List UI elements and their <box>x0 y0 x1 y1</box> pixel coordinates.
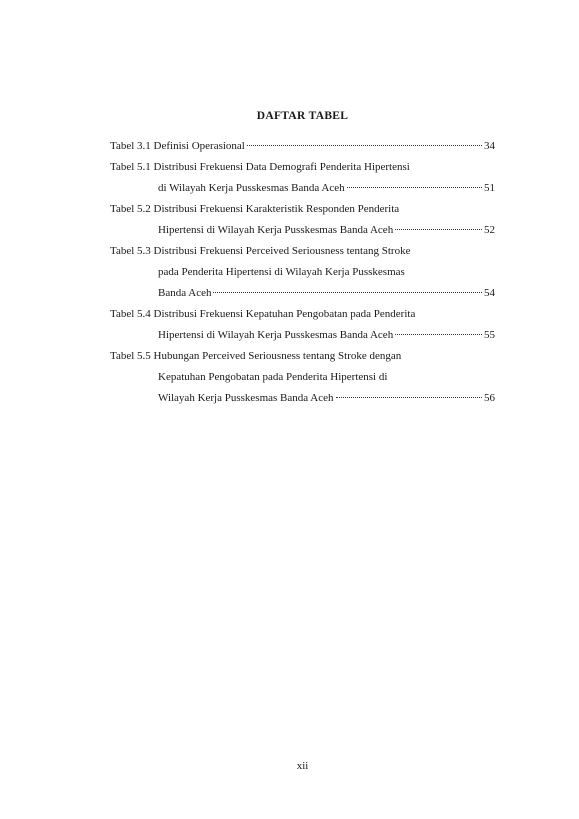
dot-leader <box>395 334 482 335</box>
dot-leader <box>395 229 482 230</box>
toc-page-number: 51 <box>484 182 495 194</box>
toc-entry[interactable] <box>110 304 495 346</box>
toc-entry-text: Kepatuhan Pengobatan pada Penderita Hipertensi di <box>158 371 388 383</box>
toc-entry[interactable] <box>110 157 495 199</box>
footer-page-number: xii <box>296 760 309 772</box>
toc-page-number: 34 <box>484 140 495 152</box>
toc-entry-line <box>110 199 495 220</box>
toc-page-number: 54 <box>484 287 495 299</box>
dot-leader <box>247 145 482 146</box>
toc-entry-text: Tabel 3.1 Definisi Operasional <box>110 140 245 152</box>
toc-entry-text: pada Penderita Hipertensi di Wilayah Kerja Pusskesmas <box>158 266 405 278</box>
toc-entry-line <box>110 367 495 388</box>
dot-leader <box>347 187 482 188</box>
toc-entry-line <box>110 346 495 367</box>
toc-entry-line <box>110 178 495 199</box>
toc-entry-text: Tabel 5.4 Distribusi Frekuensi Kepatuhan Pengobatan pada Penderita <box>110 308 416 320</box>
toc-entry-line <box>110 136 495 157</box>
toc-entry-line <box>110 388 495 409</box>
toc-entry-line <box>110 304 495 325</box>
toc-entry-text: Banda Aceh <box>158 287 212 299</box>
toc-entry-line <box>110 220 495 241</box>
toc-page-number: 56 <box>484 392 495 404</box>
toc-entry-text: Tabel 5.2 Distribusi Frekuensi Karakteristik Responden Penderita <box>110 203 400 215</box>
dot-leader <box>336 397 482 398</box>
toc-entry-line <box>110 157 495 178</box>
toc-entry-line <box>110 262 495 283</box>
toc-entry-text: di Wilayah Kerja Pusskesmas Banda Aceh <box>158 182 345 194</box>
toc-entry[interactable] <box>110 136 495 157</box>
toc-entry-text: Tabel 5.5 Hubungan Perceived Seriousness tentang Stroke dengan <box>110 350 402 362</box>
toc-entry[interactable] <box>110 241 495 304</box>
toc-entry-line <box>110 325 495 346</box>
toc-entry[interactable] <box>110 346 495 409</box>
toc-entry-line <box>110 283 495 304</box>
toc-entry-text: Wilayah Kerja Pusskesmas Banda Aceh <box>158 392 334 404</box>
toc-entry-text: Hipertensi di Wilayah Kerja Pusskesmas Banda Aceh <box>158 329 394 341</box>
toc-entry[interactable] <box>110 199 495 241</box>
toc-entry-line <box>110 241 495 262</box>
toc-page-number: 55 <box>484 329 495 341</box>
toc-entry-text: Tabel 5.1 Distribusi Frekuensi Data Demografi Penderita Hipertensi <box>110 161 410 173</box>
toc-page-number: 52 <box>484 224 495 236</box>
toc-entry-text: Hipertensi di Wilayah Kerja Pusskesmas Banda Aceh <box>158 224 394 236</box>
table-list <box>110 136 495 409</box>
toc-entry-text: Tabel 5.3 Distribusi Frekuensi Perceived Seriousness tentang Stroke <box>110 245 411 257</box>
dot-leader <box>213 292 482 293</box>
page-title: DAFTAR TABEL <box>256 110 349 122</box>
